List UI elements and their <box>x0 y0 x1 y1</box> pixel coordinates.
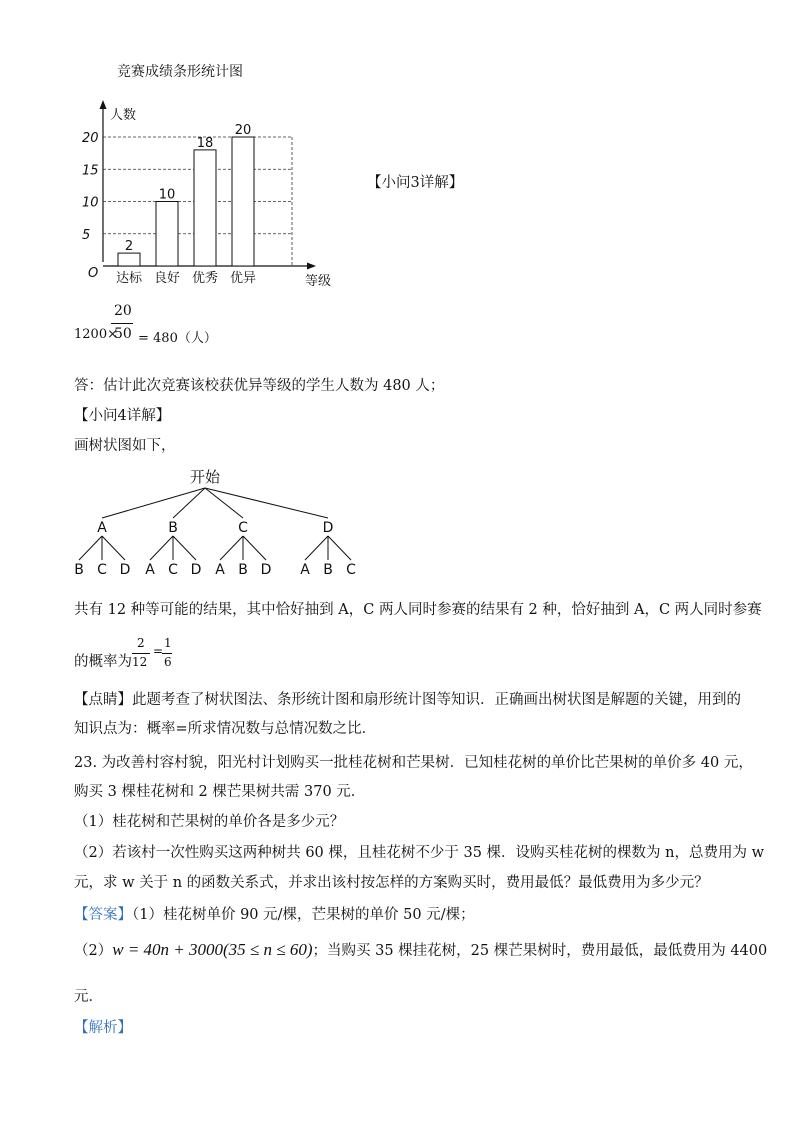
tree-branch-label: C <box>238 520 248 536</box>
origin-label: O <box>88 266 99 281</box>
ytick-label: 10 <box>82 195 99 211</box>
calc-denominator: 50 <box>114 326 132 342</box>
answer-part1: （1）桂花树单价 90 元/棵，芒果树的单价 50 元/棵； <box>132 907 475 923</box>
category-label: 优异 <box>229 271 257 286</box>
q23-part2-line-a: （2）若该村一次性购买这两种树共 60 棵，且桂花树不少于 35 棵．设购买桂花树的棵数为 n，总费用为 w <box>74 845 765 861</box>
tree-branch-label: B <box>168 520 178 536</box>
bar-value-label: 10 <box>158 187 176 203</box>
bar-chart <box>80 55 350 295</box>
prob-bar2 <box>162 653 172 654</box>
answer-tag: 【答案】 <box>74 907 132 923</box>
bar-value-label: 2 <box>124 239 134 255</box>
calc-numerator: 20 <box>114 303 132 319</box>
answer-part2-prefix: （2） <box>74 943 113 959</box>
answer-block-1 <box>74 903 475 924</box>
prob-eq: = <box>153 644 164 658</box>
bar-value-label: 20 <box>234 123 252 138</box>
tree-leaf-label: A <box>145 562 155 578</box>
tree-leaf-label: C <box>97 562 107 578</box>
tree-leaf-label: C <box>346 562 356 578</box>
prob-prefix: 的概率为 <box>74 654 132 670</box>
prob-num2: 1 <box>164 636 172 650</box>
ytick-label: 20 <box>82 131 99 146</box>
tree-branch-label: D <box>322 520 334 536</box>
ytick-label: 15 <box>82 163 99 179</box>
tree-intro: 画树状图如下， <box>74 438 176 454</box>
q23-line-1: 23. 为改善村容村貌，阳光村计划购买一批桂花树和芒果树．已知桂花树的单价比芒果树的单价多 40 元， <box>74 755 753 771</box>
tree-edge <box>328 536 351 560</box>
tree-root-label: 开始 <box>189 468 221 486</box>
prob-num1: 2 <box>137 636 145 650</box>
answer-part2-end: 元． <box>74 989 103 1005</box>
tree-edge <box>79 536 102 560</box>
tree-leaf-label: A <box>215 562 225 578</box>
tree-leaf-label: C <box>168 562 178 578</box>
tree-leaf-label: B <box>323 562 333 578</box>
tree-edge <box>102 536 125 560</box>
y-axis-arrow <box>100 100 107 109</box>
calc-prefix: 1200× <box>74 327 118 342</box>
q23-part2-line-b: 元，求 w 关于 n 的函数关系式，并求出该村按怎样的方案购买时，费用最低？最低费用为多少元？ <box>74 875 709 891</box>
prob-bar1 <box>132 653 150 654</box>
bar <box>232 137 254 266</box>
calc-result: = 480（人） <box>138 331 217 346</box>
tree-leaf-label: D <box>119 562 131 578</box>
tree-edge <box>220 536 243 560</box>
chart-title: 竞赛成绩条形统计图 <box>117 64 243 80</box>
answer-formula: w = 40n + 3000(35 ≤ n ≤ 60) <box>112 940 313 959</box>
y-axis-label: 人数 <box>110 108 137 123</box>
prob-den2: 6 <box>164 655 172 669</box>
tree-leaf-label: B <box>74 562 84 578</box>
ytick-label: 5 <box>82 227 91 243</box>
prob-line <box>74 636 274 676</box>
jiexi-tag: 【解析】 <box>74 1020 132 1036</box>
category-label: 达标 <box>115 271 143 286</box>
q4-header: 【小问4详解】 <box>74 408 171 424</box>
tree-leaf-label: B <box>238 562 248 578</box>
answer-line: 答：估计此次竞赛该校获优异等级的学生人数为 480 人； <box>74 378 445 394</box>
category-label: 优秀 <box>191 271 219 286</box>
bar <box>194 150 216 266</box>
x-axis-label: 等级 <box>305 274 332 289</box>
answer-part2-suffix: ；当购买 35 棵挂花树，25 棵芒果树时，费用最低，最低费用为 4400 <box>312 943 768 959</box>
calc-fraction-bar <box>111 323 133 324</box>
tree-edge <box>243 536 266 560</box>
tree-leaf-label: A <box>300 562 310 578</box>
q23-line-2: 购买 3 棵桂花树和 2 棵芒果树共需 370 元． <box>74 784 366 800</box>
bar <box>156 202 178 267</box>
tree-edge <box>150 536 173 560</box>
tree-edge <box>305 536 328 560</box>
bar <box>118 253 140 266</box>
dianjing-line-1: 【点睛】此题考查了树状图法、条形统计图和扇形统计图等知识．正确画出树状图是解题的关键，用到的 <box>74 692 741 708</box>
bar-value-label: 18 <box>196 135 214 151</box>
q23-part1: （1）桂花树和芒果树的单价各是多少元？ <box>74 814 345 830</box>
tree-edge <box>173 536 196 560</box>
x-axis-arrow <box>307 263 316 270</box>
dianjing-line-2: 知识点为：概率=所求情况数与总情况数之比． <box>74 721 377 737</box>
prob-den1: 12 <box>132 655 148 669</box>
tree-leaf-label: D <box>260 562 272 578</box>
category-label: 良好 <box>153 271 181 286</box>
q3-header: 【小问3详解】 <box>367 175 464 191</box>
tree-branch-label: A <box>97 520 107 536</box>
answer-block-2 <box>74 939 767 960</box>
result-line: 共有 12 种等可能的结果，其中恰好抽到 A，C 两人同时参赛的结果有 2 种，恰好抽到 A，C 两人同时参赛 <box>74 602 762 618</box>
tree-diagram <box>60 460 390 580</box>
tree-leaf-label: D <box>190 562 202 578</box>
